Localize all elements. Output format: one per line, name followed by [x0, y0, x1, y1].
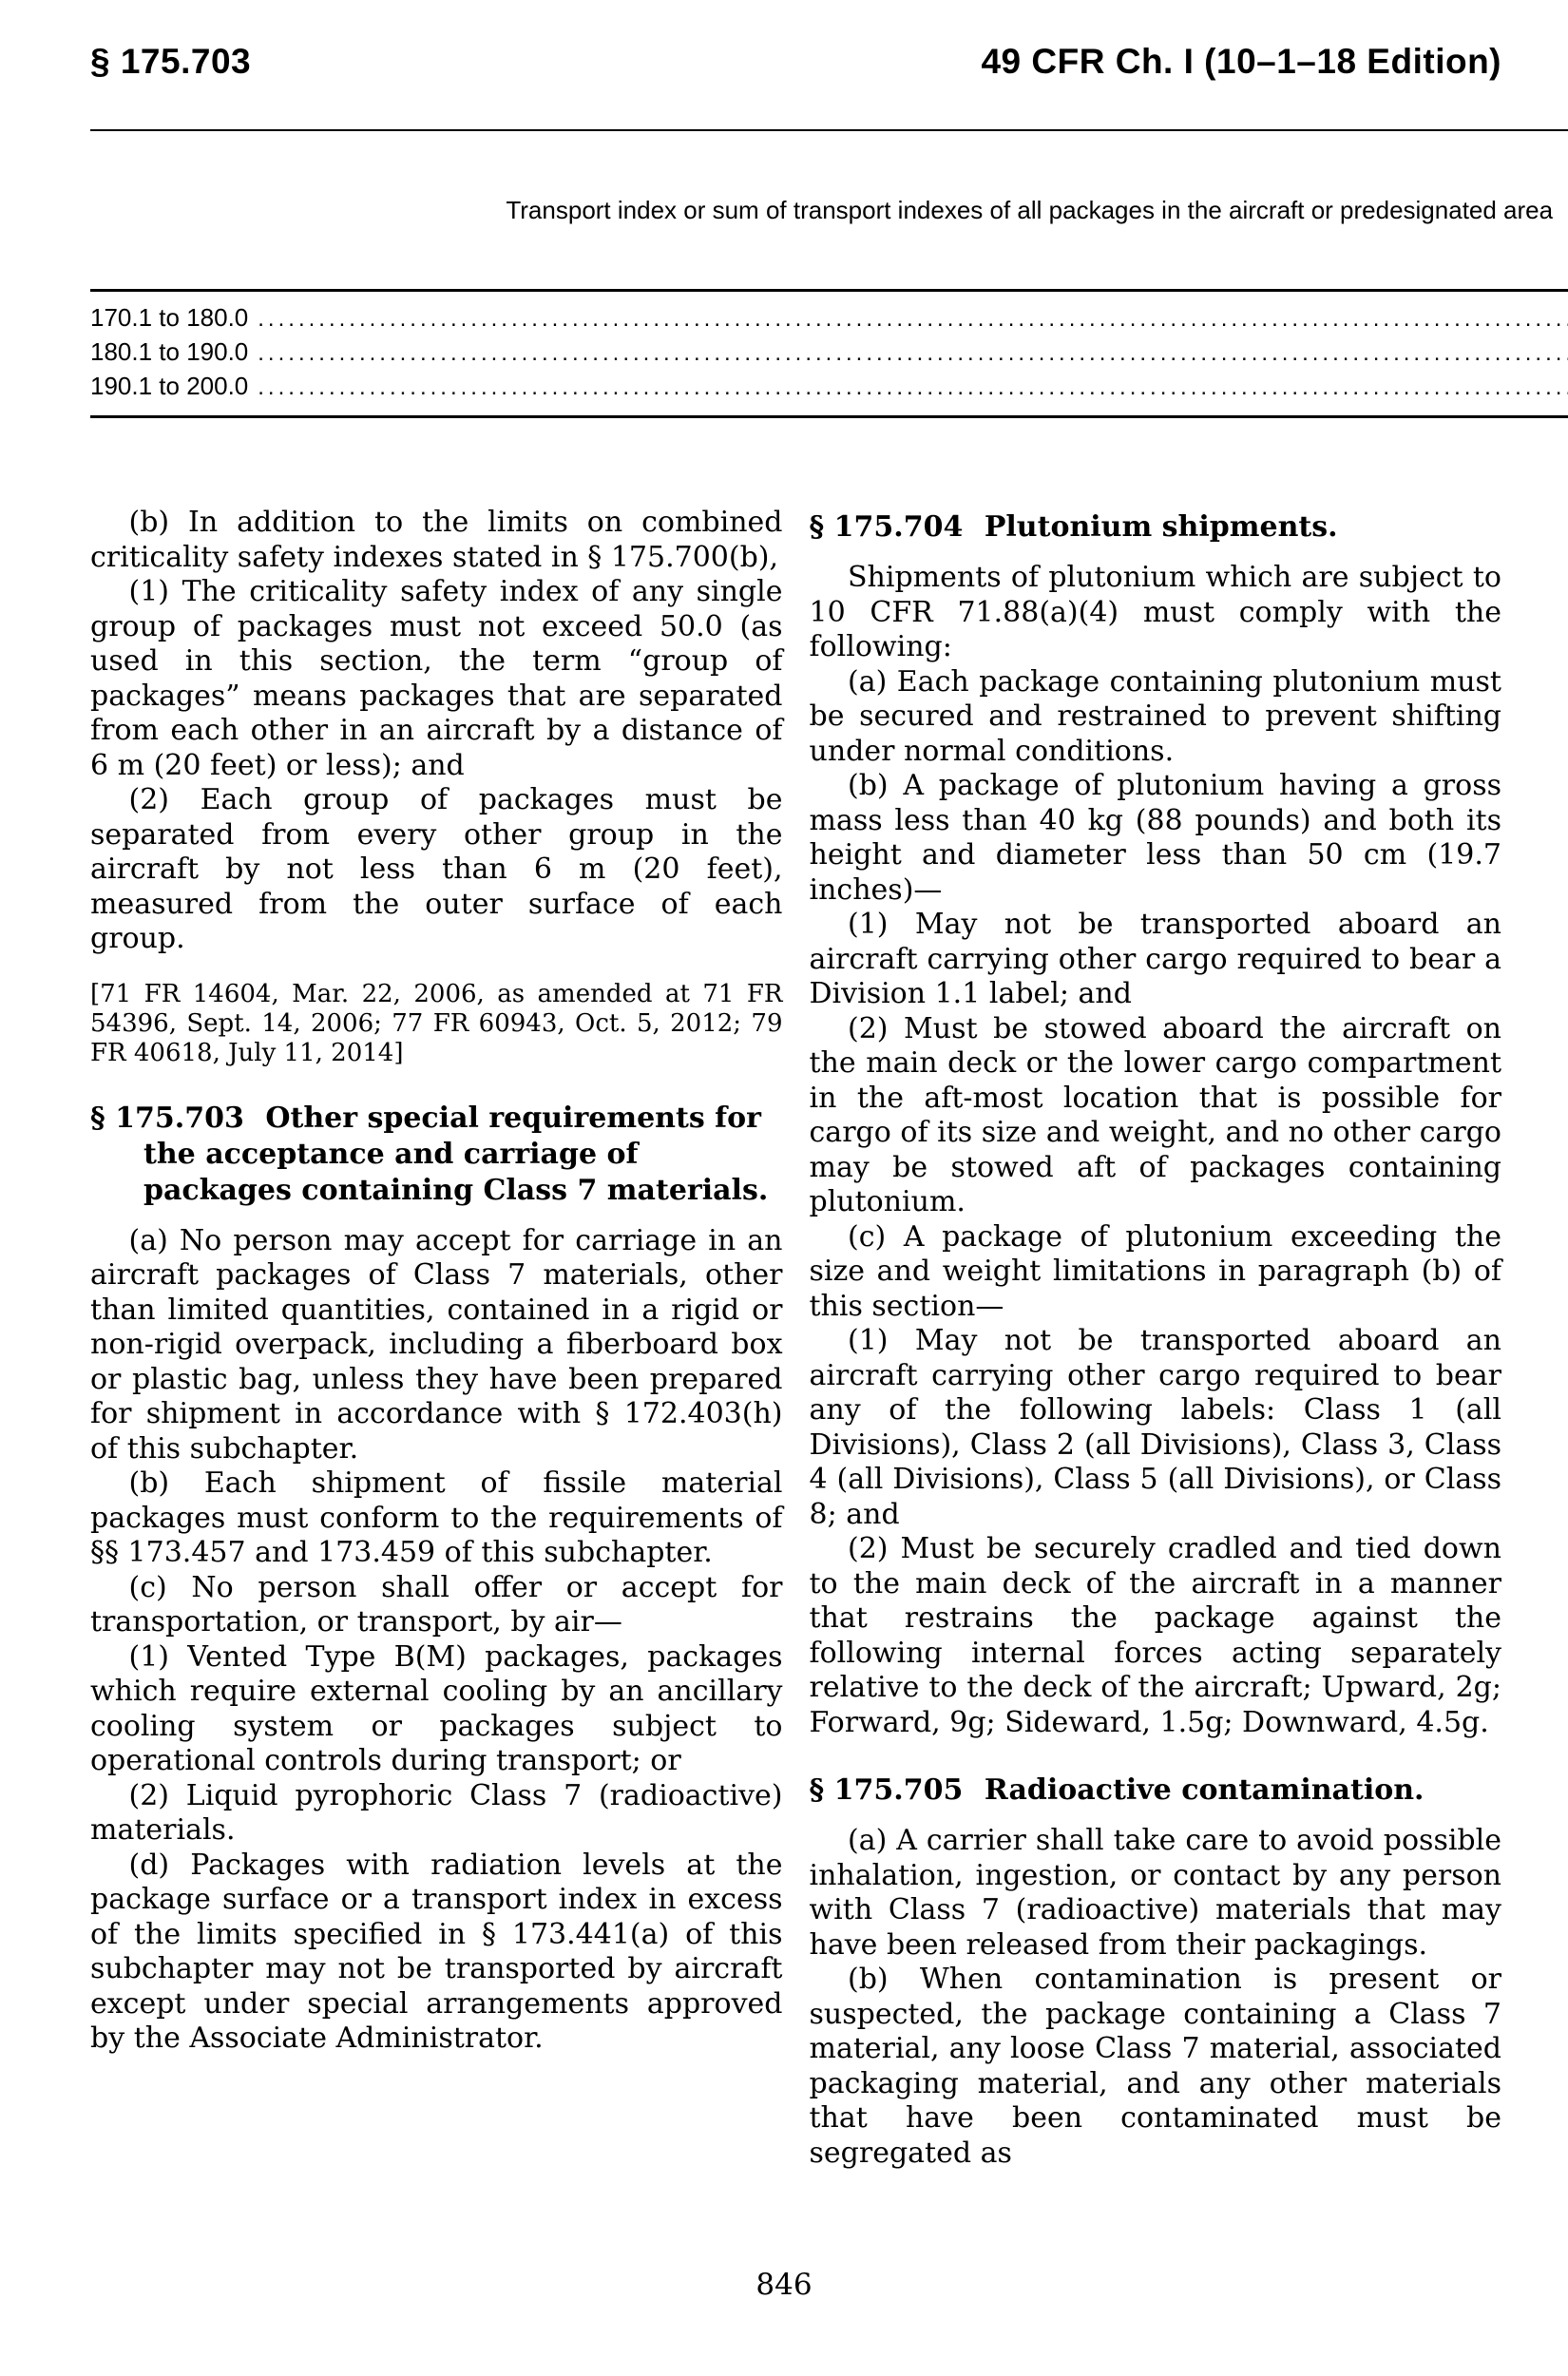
- section-number: § 175.705: [809, 1773, 964, 1807]
- paragraph-b: (b) Each shipment of fissile material packages must conform to the requirements of §§ 173.457 and 173.459 of this subchapter.: [90, 1466, 783, 1569]
- table-row-range: 190.1 to 200.0: [90, 372, 249, 400]
- running-head-section-number: § 175.703: [90, 42, 252, 81]
- paragraph-a: (a) Each package containing plutonium must be secured and restrained to prevent shifting under normal conditions.: [809, 664, 1501, 768]
- table-row: [90, 335, 1568, 370]
- paragraph-b: (b) A package of plutonium having a gross mass less than 40 kg (88 pounds) and both its height and diameter less than 50 cm (19.7 inches)—: [809, 769, 1501, 907]
- paragraph-c-2: (2) Must be securely cradled and tied down to the main deck of the aircraft in a manner that restrains the package against the following internal forces acting separately relative to the deck of the aircraft; Upward, 2g; Forward, 9g; Sideward, 1.5g; Downward, 4.5g.: [809, 1532, 1501, 1739]
- page-number: 846: [755, 2268, 813, 2302]
- section-title: Plutonium shipments.: [984, 510, 1338, 544]
- paragraph-b: (b) In addition to the limits on combined criticality safety indexes stated in § 175.700(b),: [90, 506, 783, 574]
- paragraph-intro: Shipments of plutonium which are subject to 10 CFR 71.88(a)(4) must comply with the following:: [809, 561, 1501, 663]
- paragraph-c-1: (1) May not be transported aboard an aircraft carrying other cargo required to bear any of the following labels: Class 1 (all Divisions), Class 2 (all Divisions), Class 3, Class 4 (all Divisions), Class 5 (all Divisions), or Class 8; and: [809, 1324, 1501, 1531]
- paragraph-b-1: (1) The criticality safety index of any single group of packages must not exceed 50.0 (as used in this section, the term “group of packages” means packages that are separated from each other in an aircraft by a distance of 6 m (20 feet) or less); and: [90, 575, 783, 782]
- dot-leader: [258, 372, 1568, 402]
- paragraph-a: (a) No person may accept for carriage in an aircraft packages of Class 7 materials, other than limited quantities, contained in a rigid or non-rigid overpack, including a fiberboard box or plastic bag, unless they have been prepared for shipment in accordance with § 172.403(h) of this subchapter.: [90, 1223, 783, 1466]
- running-head-edition: 49 CFR Ch. I (10–1–18 Edition): [981, 42, 1501, 81]
- paragraph-c: (c) A package of plutonium exceeding the size and weight limitations in paragraph (b) of this section—: [809, 1219, 1501, 1323]
- paragraph-d: (d) Packages with radiation levels at the package surface or a transport index in excess of the limits specified in § 173.441(a) of this subchapter may not be transported by aircraft except under special arrangements approved by the Associate Administrator.: [90, 1848, 783, 2055]
- section-heading-175-704: [810, 509, 1502, 546]
- dot-leader: [258, 337, 1568, 368]
- section-title: Radioactive contamination.: [984, 1773, 1425, 1807]
- two-column-body: [90, 506, 1501, 2171]
- paragraph-a: (a) A carrier shall take care to avoid possible inhalation, ingestion, or contact by any person with Class 7 (radioactive) materials that may have been released from their packagings.: [809, 1824, 1501, 1962]
- table-row-range: 170.1 to 180.0: [90, 303, 249, 332]
- dot-leader: [258, 303, 1568, 334]
- right-column: [810, 506, 1502, 2171]
- section-title: Other special requirements for the acceptance and carriage of packages containing Class 7 materials.: [143, 1101, 769, 1207]
- table-row: [90, 370, 1568, 417]
- paragraph-b-2: (2) Must be stowed aboard the aircraft on the main deck or the lower cargo compartment in the aft-most location that is possible for cargo of its size and weight, and no other cargo may be stowed aft of packages containing plutonium.: [809, 1011, 1501, 1218]
- table-transport-index-header: Transport index or sum of transport indexes of all packages in the aircraft or predesignated area: [90, 130, 1568, 291]
- section-number: § 175.703: [90, 1101, 244, 1135]
- paragraph-b-2: (2) Each group of packages must be separated from every other group in the aircraft by not less than 6 m (20 feet), measured from the outer surface of each group.: [90, 783, 783, 955]
- paragraph-c: (c) No person shall offer or accept for transportation, or transport, by air—: [90, 1570, 783, 1638]
- running-head: [90, 42, 1501, 82]
- paragraph-c-1: (1) Vented Type B(M) packages, packages which require external cooling by an ancillary cooling system or packages subject to operational controls during transport; or: [90, 1639, 783, 1777]
- table-row-range: 180.1 to 190.0: [90, 337, 249, 366]
- left-column: [90, 506, 783, 2171]
- paragraph-b: (b) When contamination is present or suspected, the package containing a Class 7 material, any loose Class 7 material, associated packaging material, and any other materials that have been contaminated must be segregated as: [809, 1963, 1501, 2170]
- paragraph-b-1: (1) May not be transported aboard an aircraft carrying other cargo required to bear a Division 1.1 label; and: [809, 908, 1501, 1010]
- separation-distances-table: [90, 129, 1568, 418]
- table-row: [90, 291, 1568, 336]
- section-number: § 175.704: [809, 510, 964, 544]
- amendment-citation: [71 FR 14604, Mar. 22, 2006, as amended at 71 FR 54396, Sept. 14, 2006; 77 FR 60943, Oct. 5, 2012; 79 FR 40618, July 11, 2014]: [90, 979, 783, 1067]
- paragraph-c-2: (2) Liquid pyrophoric Class 7 (radioactive) materials.: [90, 1778, 783, 1847]
- section-heading-175-705: [810, 1772, 1502, 1809]
- section-heading-175-703: [90, 1101, 783, 1209]
